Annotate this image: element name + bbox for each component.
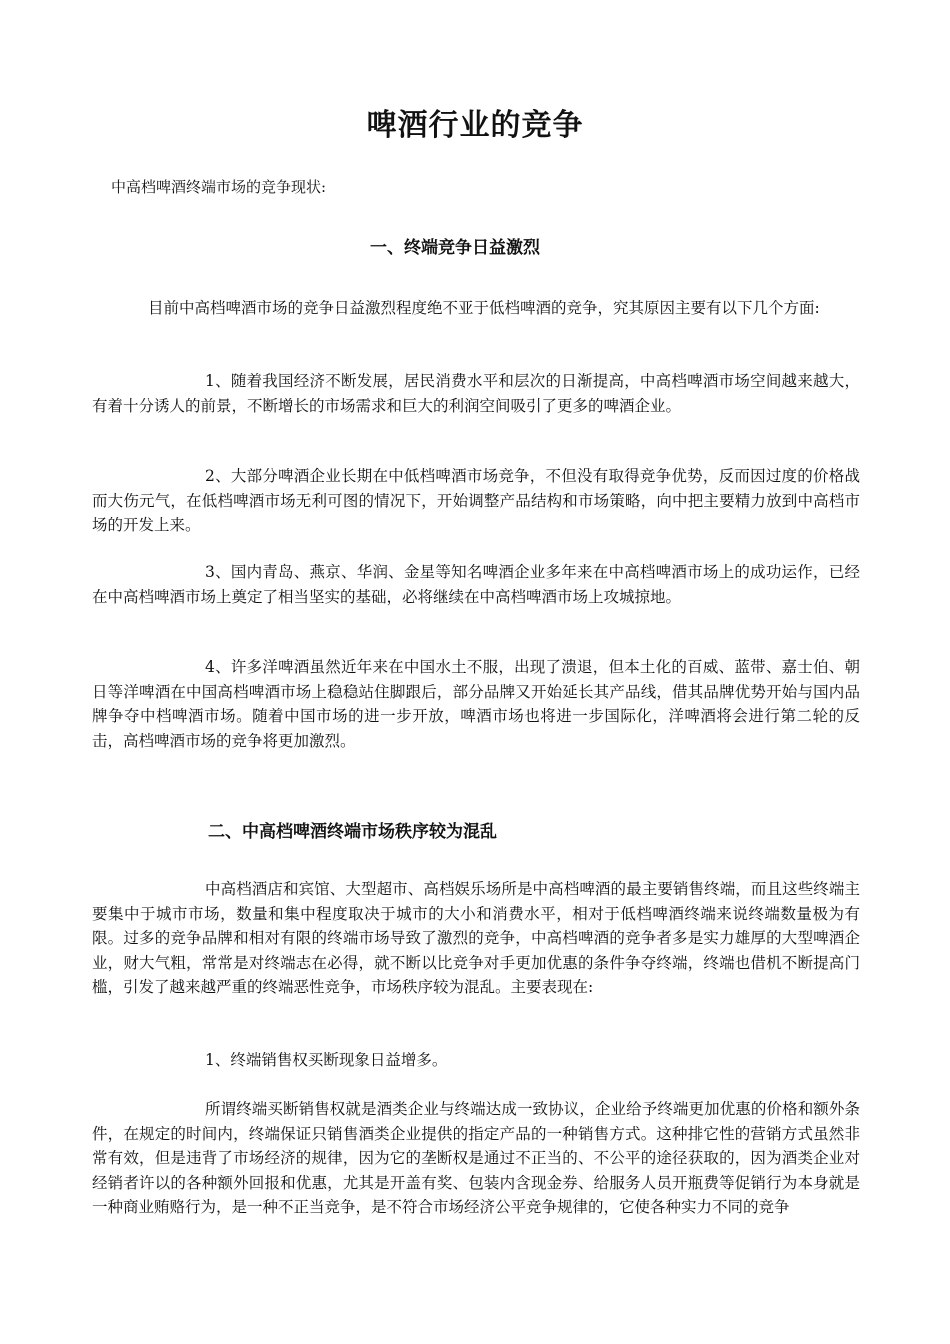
section-1-point-3: 3、国内青岛、燕京、华润、金星等知名啤酒企业多年来在中高档啤酒市场上的成功运作，已经在中高档啤酒市场上奠定了相当坚实的基础，必将继续在中高档啤酒市场上攻城掠地。 — [92, 563, 860, 606]
section-2-point-1-body: 所谓终端买断销售权就是酒类企业与终端达成一致协议，企业给予终端更加优惠的价格和额外条件，在规定的时间内，终端保证只销售酒类企业提供的指定产品的一种销售方式。这种排它性的营销方式虽然非常有效，但是违背了市场经济的规律，因为它的垄断权是通过不正当的、不公平的途径获取的，因为酒类企业对经销者许以的各种额外回报和优惠，尤其是开盖有奖、包装内含现金券、给服务人员开瓶费等促销行为本身就是一种商业贿赂行为，是一种不正当竞争，是不符合市场经济公平竞争规律的，它使各种实力不同的竞争 — [92, 1100, 860, 1217]
section-1-point-4: 4、许多洋啤酒虽然近年来在中国水土不服，出现了溃退，但本土化的百威、蓝带、嘉士伯、朝日等洋啤酒在中国高档啤酒市场上稳稳站住脚跟后，部分品牌又开始延长其产品线，借其品牌优势开始与国内品牌争夺中档啤酒市场。随着中国市场的进一步开放，啤酒市场也将进一步国际化，洋啤酒将会进行第二轮的反击，高档啤酒市场的竞争将更加激烈。 — [92, 658, 860, 750]
section-2-lead: 中高档酒店和宾馆、大型超市、高档娱乐场所是中高档啤酒的最主要销售终端，而且这些终端主要集中于城市市场，数量和集中程度取决于城市的大小和消费水平，相对于低档啤酒终端来说终端数量极为有限。过多的竞争品牌和相对有限的终端市场导致了激烈的竞争，中高档啤酒的竞争者多是实力雄厚的大型啤酒企业，财大气粗，常常是对终端志在必得，就不断以比竞争对手更加优惠的条件争夺终端，终端也借机不断提高门槛，引发了越来越严重的终端恶性竞争，市场秩序较为混乱。主要表现在: — [92, 880, 860, 997]
section-1-point-1: 1、随着我国经济不断发展，居民消费水平和层次的日渐提高，中高档啤酒市场空间越来越大，有着十分诱人的前景，不断增长的市场需求和巨大的利润空间吸引了更多的啤酒企业。 — [92, 372, 860, 415]
document-title: 啤酒行业的竞争 — [366, 108, 584, 143]
section-2-heading: 二、中高档啤酒终端市场秩序较为混乱 — [208, 822, 497, 842]
section-1-point-2: 2、大部分啤酒企业长期在中低档啤酒市场竞争，不但没有取得竞争优势，反而因过度的价格战而大伤元气，在低档啤酒市场无利可图的情况下，开始调整产品结构和市场策略，向中把主要精力放到中高档市场的开发上来。 — [92, 467, 860, 535]
section-1-lead: 目前中高档啤酒市场的竞争日益激烈程度绝不亚于低档啤酒的竞争，究其原因主要有以下几个方面: — [148, 299, 820, 317]
intro-line: 中高档啤酒终端市场的竞争现状: — [111, 178, 327, 196]
section-1-heading: 一、终端竞争日益激烈 — [370, 238, 540, 258]
section-2-point-1: 1、终端销售权买断现象日益增多。 — [205, 1051, 448, 1069]
